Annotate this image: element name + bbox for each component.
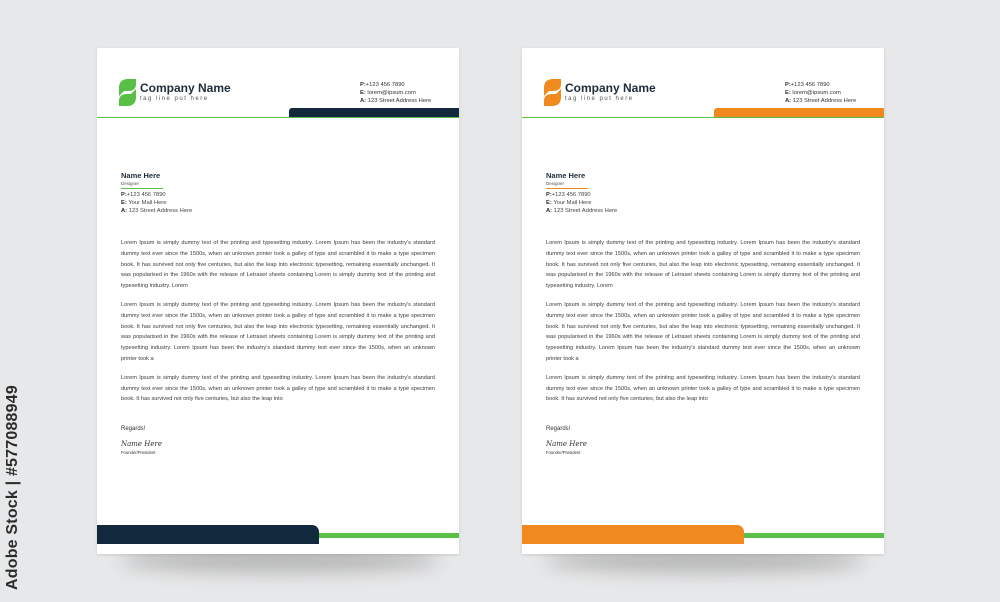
footer-accent-line: [319, 533, 459, 538]
regards-text: Regards!: [121, 426, 146, 432]
company-contact: [785, 81, 856, 105]
recipient-email: Your Mail Here: [128, 200, 167, 206]
footer-accent-line: [744, 533, 884, 538]
body-paragraph: Lorem Ipsum is simply dummy text of the printing and typesetting industry. Lorem Ipsum has been the industry's standard dummy text ever since the 1500s, when an unknown printer took a galley of type and scrambled it to make a type specimen book. It has survived not only five centuries, but also the leap into electronic typesetting, remaining essentially unchanged. It was popularised in the 1960s with the release of Letraset sheets containing Lorem is simply dummy text of the printing and typesetting industry. Lorem: [546, 240, 860, 290]
recipient-name: Name Here: [121, 171, 161, 180]
address-label: A:: [360, 98, 367, 104]
signer-role: Founder/President: [121, 450, 156, 455]
recipient-address: 123 Street Address Here: [128, 208, 193, 214]
header-divider: [97, 117, 459, 118]
stock-watermark-id: Adobe Stock | #577088949: [4, 385, 21, 590]
recipient-phone: +123 456 7890: [551, 192, 591, 198]
recipient-phone-label: P:: [546, 192, 552, 198]
letter-body: [546, 238, 860, 413]
email-label: E:: [785, 90, 791, 96]
recipient-name: Name Here: [546, 171, 586, 180]
recipient-block: [546, 171, 617, 215]
letterhead-orange: [522, 48, 884, 554]
body-paragraph: Lorem Ipsum is simply dummy text of the printing and typesetting industry. Lorem Ipsum has been the industry's standard dummy text ever since the 1500s, when an unknown printer took a galley of type and scrambled it to make a type specimen book. It has survived not only five centuries, but also the leap into: [546, 374, 860, 403]
company-name: Company Name: [140, 81, 231, 95]
recipient-rule: [121, 188, 163, 189]
recipient-address-label: A:: [121, 208, 128, 214]
header-accent-bar: [714, 108, 884, 117]
phone-label: P:: [785, 82, 791, 88]
company-contact: [360, 81, 431, 105]
header-divider: [522, 117, 884, 118]
address-value: 123 Street Address Here: [367, 98, 432, 104]
recipient-title: Designer: [546, 181, 565, 186]
body-paragraph: Lorem Ipsum is simply dummy text of the printing and typesetting industry. Lorem Ipsum has been the industry's standard dummy text ever since the 1500s, when an unknown printer took a galley of type and scrambled it to make a type specimen book. It has survived not only five centuries, but also the leap into electronic typesetting, remaining essentially unchanged. It was popularised in the 1960s with the release of Letraset sheets containing Lorem is simply dummy text of the printing and typesetting industry. Lorem: [121, 240, 435, 290]
company-logo-icon: [119, 79, 136, 106]
signer-role: Founder/President: [546, 450, 581, 455]
signature: Name Here: [121, 440, 163, 448]
recipient-phone-label: P:: [121, 192, 127, 198]
body-paragraph: Lorem Ipsum is simply dummy text of the printing and typesetting industry. Lorem Ipsum has been the industry's standard dummy text ever since the 1500s, when an unknown printer took a galley of type and scrambled it to make a type specimen book. It has survived not only five centuries, but also the leap into: [121, 374, 435, 403]
signature: Name Here: [546, 440, 588, 448]
header-accent-bar: [289, 108, 459, 117]
company-tagline: tag line put here: [140, 96, 209, 102]
company-name: Company Name: [565, 81, 656, 95]
recipient-phone: +123 456 7890: [126, 192, 166, 198]
email-value: lorem@ipsum.com: [792, 90, 841, 96]
body-paragraph: Lorem Ipsum is simply dummy text of the printing and typesetting industry. Lorem Ipsum has been the industry's standard dummy text ever since the 1500s, when an unknown printer took a galley of type and scrambled it to make a type specimen book. It has survived not only five centuries, but also the leap into electronic typesetting, remaining essentially unchanged. It was popularised in the 1960s with the release of Letraset sheets containing Lorem is simply dummy text of the printing and typesetting industry. Lorem Ipsum has been the industry's standard dummy text ever since the 1500s, when an unknown printer took a: [121, 301, 435, 362]
email-value: lorem@ipsum.com: [367, 90, 416, 96]
company-logo-icon: [544, 79, 561, 106]
recipient-address: 123 Street Address Here: [553, 208, 618, 214]
recipient-email-label: E:: [121, 200, 127, 206]
body-paragraph: Lorem Ipsum is simply dummy text of the printing and typesetting industry. Lorem Ipsum has been the industry's standard dummy text ever since the 1500s, when an unknown printer took a galley of type and scrambled it to make a type specimen book. It has survived not only five centuries, but also the leap into electronic typesetting, remaining essentially unchanged. It was popularised in the 1960s with the release of Letraset sheets containing Lorem is simply dummy text of the printing and typesetting industry. Lorem Ipsum has been the industry's standard dummy text ever since the 1500s, when an unknown printer took a: [546, 301, 860, 362]
recipient-block: [121, 171, 192, 215]
recipient-address-label: A:: [546, 208, 553, 214]
phone-label: P:: [360, 82, 366, 88]
company-tagline: tag line put here: [565, 96, 634, 102]
address-label: A:: [785, 98, 792, 104]
footer-accent-block: [97, 525, 319, 544]
recipient-email: Your Mail Here: [553, 200, 592, 206]
phone-value: +123 456 7890: [790, 82, 830, 88]
recipient-rule: [546, 188, 588, 189]
recipient-title: Designer: [121, 181, 140, 186]
letter-body: [121, 238, 435, 413]
footer-accent-block: [522, 525, 744, 544]
letterhead-navy: [97, 48, 459, 554]
phone-value: +123 456 7890: [365, 82, 405, 88]
regards-text: Regards!: [546, 426, 571, 432]
address-value: 123 Street Address Here: [792, 98, 857, 104]
recipient-email-label: E:: [546, 200, 552, 206]
email-label: E:: [360, 90, 366, 96]
